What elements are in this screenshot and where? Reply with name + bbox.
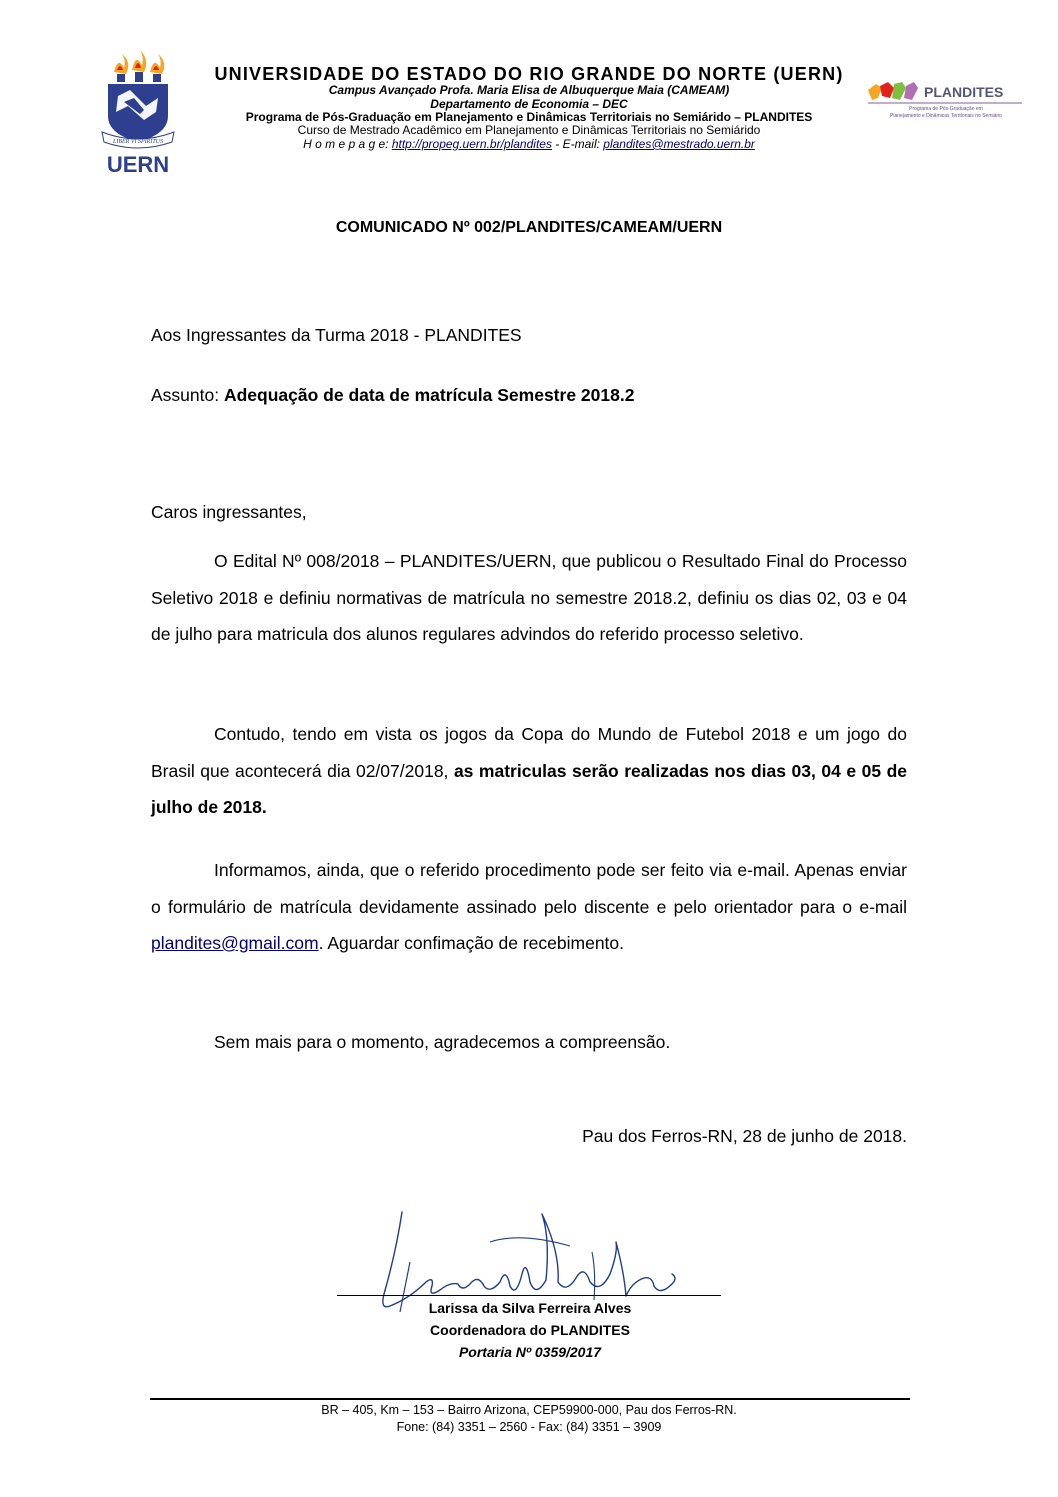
- letterhead: [186, 64, 872, 151]
- subject-line: [151, 385, 634, 406]
- uern-logo: [100, 50, 176, 174]
- email-label: - E-mail:: [551, 136, 600, 151]
- plandites-sub1: Programa de Pós-Graduação em: [909, 106, 983, 112]
- contact-email-link[interactable]: plandites@gmail.com: [151, 933, 319, 953]
- paragraph-3-text: Informamos, ainda, que o referido procedimento pode ser feito via e-mail. Apenas enviar o formulário de matrícula devidamente assinado pelo discente e pelo orientador para o e-mail: [151, 860, 907, 917]
- paragraph-1: O Edital Nº 008/2018 – PLANDITES/UERN, que publicou o Resultado Final do Processo Seletivo 2018 e definiu normativas de matrícula no semestre 2018.2, definiu os dias 02, 03 e 04 de julho para matricula dos alunos regulares advindos do referido processo seletivo.: [151, 551, 907, 644]
- header-email-link[interactable]: plandites@mestrado.uern.br: [603, 136, 755, 151]
- plandites-logo-text: PLANDITES: [924, 84, 1004, 100]
- plandites-sub2: Planejamento e Dinâmicas Territoriais no Semiário: [890, 113, 1002, 119]
- recipients: Aos Ingressantes da Turma 2018 - PLANDITES: [151, 325, 522, 345]
- footer-phone: Fone: (84) 3351 – 2560 - Fax: (84) 3351 – 3909: [396, 1420, 662, 1434]
- paragraph-2-text: Contudo, tendo em vista os jogos da Copa do Mundo de Futebol 2018 e um jogo do Brasil que acontecerá dia 02/07/2018,: [151, 724, 907, 781]
- university-name: UNIVERSIDADE DO ESTADO DO RIO GRANDE DO NORTE (UERN): [214, 64, 844, 84]
- paragraph-4: Sem mais para o momento, agradecemos a compreensão.: [214, 1032, 671, 1052]
- paragraph-2-highlight: as matriculas serão realizadas nos dias 03, 04 e 05 de julho de 2018.: [151, 760, 907, 817]
- map-shapes-icon: [868, 82, 918, 100]
- contact-line: [186, 138, 872, 151]
- campus-name: Campus Avançado Profa. Maria Elisa de Albuquerque Maia (CAMEAM): [328, 83, 730, 98]
- paragraph-3: [151, 852, 907, 962]
- date-line: Pau dos Ferros-RN, 28 de junho de 2018.: [582, 1126, 907, 1146]
- homepage-link[interactable]: http://propeg.uern.br/plandites: [391, 136, 552, 151]
- department-name: Departamento de Economia – DEC: [430, 96, 628, 111]
- signature-line: [337, 1295, 721, 1296]
- footer-address: BR – 405, Km – 153 – Bairro Arizona, CEP59900-000, Pau dos Ferros-RN.: [321, 1403, 737, 1417]
- signatory-name: Larissa da Silva Ferreira Alves: [428, 1300, 632, 1316]
- course-name: Curso de Mestrado Acadêmico em Planejamento e Dinâmicas Territoriais no Semiárido: [297, 123, 761, 138]
- uern-logo-text: UERN: [106, 152, 170, 174]
- homepage-label: H o m e p a g e:: [303, 136, 389, 151]
- subject-label: Assunto:: [151, 385, 224, 405]
- subject-text: Adequação de data de matrícula Semestre 2018.2: [223, 385, 635, 405]
- signatory-role: Coordenadora do PLANDITES: [430, 1322, 630, 1338]
- greeting: Caros ingressantes,: [151, 502, 307, 522]
- signatory-portaria: Portaria Nº 0359/2017: [458, 1344, 602, 1360]
- torch-icon: [114, 50, 164, 82]
- paragraph-2: [151, 716, 907, 826]
- uern-motto: LIBER VI SPIRITUS: [113, 139, 163, 145]
- program-name: Programa de Pós-Graduação em Planejamento e Dinâmicas Territoriais no Semiárido – PLANDITES: [245, 110, 813, 125]
- paragraph-3-end: . Aguardar confimação de recebimento.: [318, 933, 625, 953]
- footer-divider: [150, 1398, 910, 1400]
- document-title: COMUNICADO Nº 002/PLANDITES/CAMEAM/UERN: [335, 219, 723, 236]
- plandites-logo: [866, 76, 1026, 120]
